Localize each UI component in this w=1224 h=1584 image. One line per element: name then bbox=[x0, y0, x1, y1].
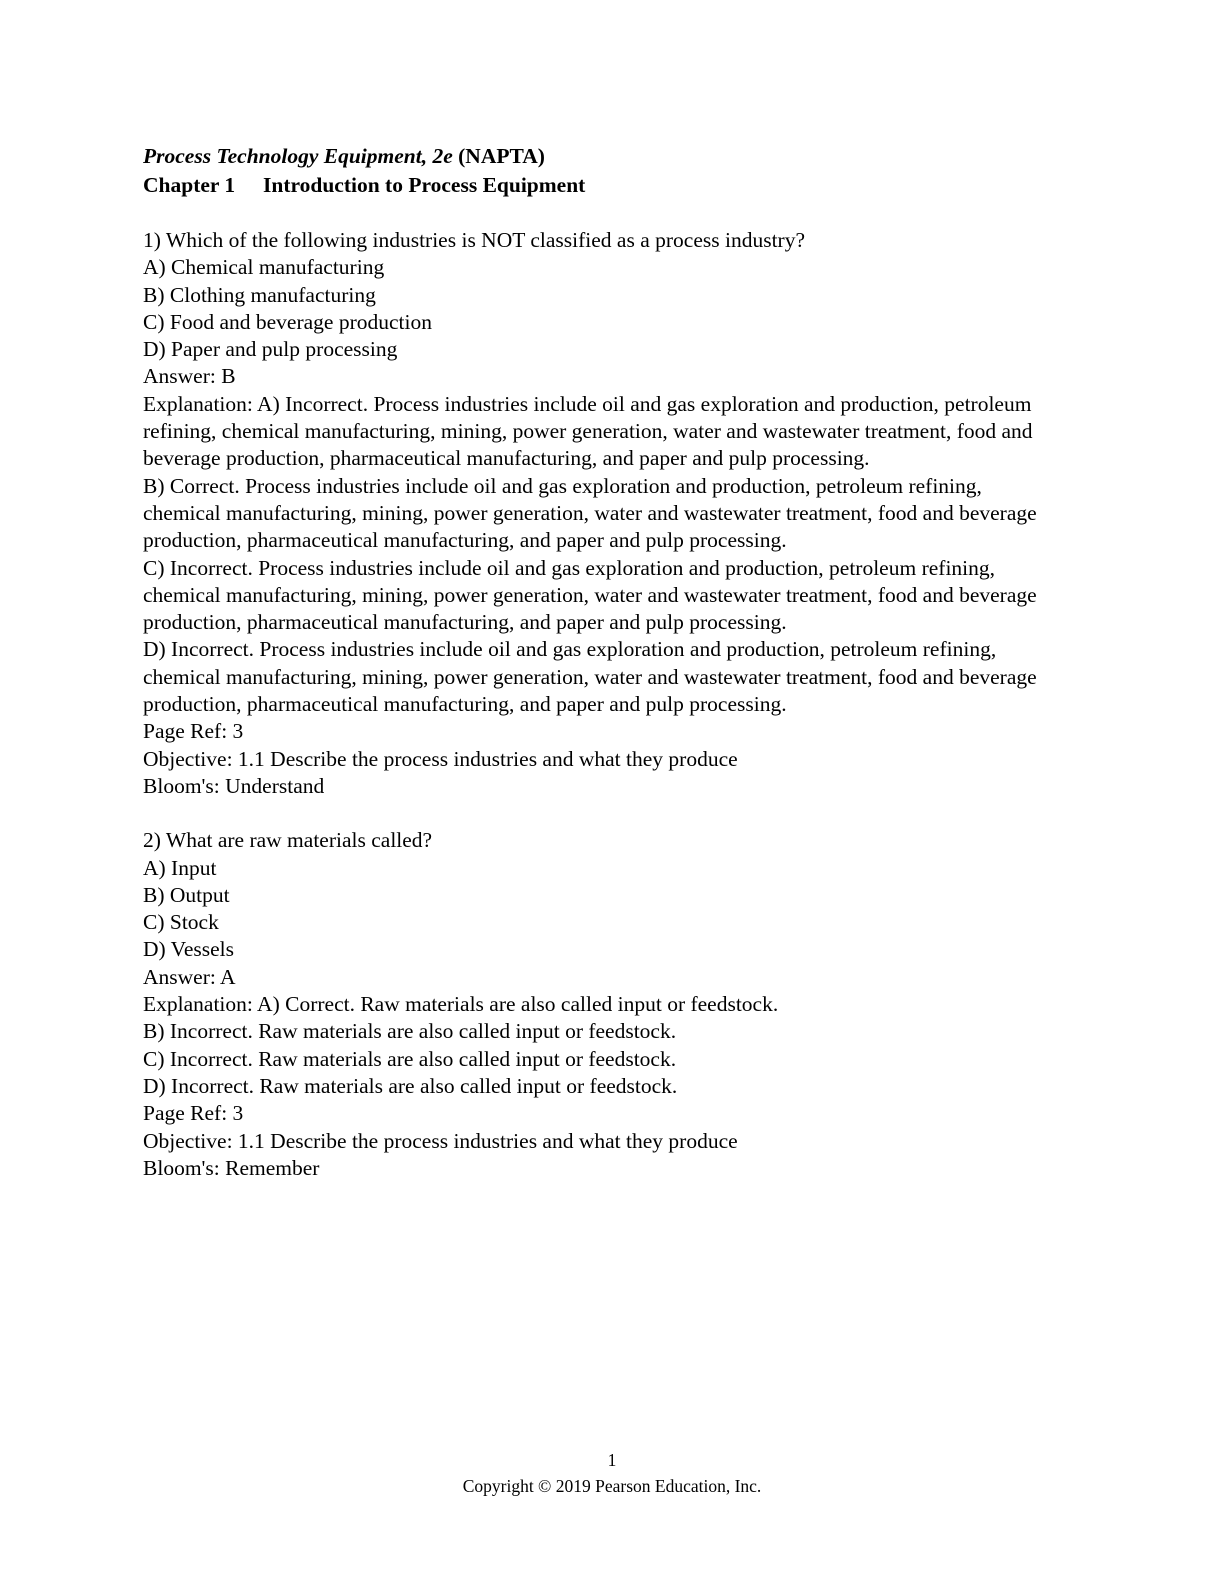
page-ref: Page Ref: 3 bbox=[143, 1101, 244, 1126]
explanation-d: D) Incorrect. Raw materials are also called input or feedstock. bbox=[143, 1073, 678, 1098]
answer: Answer: A bbox=[143, 964, 236, 989]
option-d: D) Paper and pulp processing bbox=[143, 337, 398, 362]
option-c: C) Food and beverage production bbox=[143, 309, 432, 334]
question-text: 1) Which of the following industries is NOT classified as a process industry? bbox=[143, 228, 805, 252]
answer: Answer: B bbox=[143, 364, 236, 389]
explanation-b: B) Correct. Process industries include oil and gas exploration and production, petroleum refining, chemical manufacturing, mining, power generation, water and wastewater treatment, food and beverage production, pharmaceutical manufacturing, and paper and pulp processing. bbox=[143, 473, 1037, 553]
book-org: (NAPTA) bbox=[458, 144, 545, 168]
option-b: B) Output bbox=[143, 882, 230, 907]
page-number: 1 bbox=[607, 1450, 617, 1470]
chapter-title: Introduction to Process Equipment bbox=[263, 173, 586, 197]
chapter-heading bbox=[143, 171, 1063, 200]
option-c: C) Stock bbox=[143, 910, 219, 935]
question-block-1 bbox=[143, 227, 1063, 800]
question-text: 2) What are raw materials called? bbox=[143, 828, 433, 853]
copyright-notice: Copyright © 2019 Pearson Education, Inc. bbox=[462, 1476, 762, 1496]
option-a: A) Chemical manufacturing bbox=[143, 255, 385, 280]
option-d: D) Vessels bbox=[143, 937, 234, 962]
option-a: A) Input bbox=[143, 855, 217, 880]
explanation-c: C) Incorrect. Process industries include oil and gas exploration and production, petroleum refining, chemical manufacturing, mining, power generation, water and wastewater treatment, food and beverage production, pharmaceutical manufacturing, and paper and pulp processing. bbox=[143, 555, 1037, 635]
explanation-d: D) Incorrect. Process industries include oil and gas exploration and production, petroleum refining, chemical manufacturing, mining, power generation, water and wastewater treatment, food and beverage production, pharmaceutical manufacturing, and paper and pulp processing. bbox=[143, 637, 1037, 717]
blooms-level: Bloom's: Remember bbox=[143, 1155, 320, 1180]
option-b: B) Clothing manufacturing bbox=[143, 282, 376, 307]
question-block-2 bbox=[143, 827, 1063, 1182]
objective: Objective: 1.1 Describe the process industries and what they produce bbox=[143, 1128, 738, 1153]
explanation-a: Explanation: A) Correct. Raw materials are also called input or feedstock. bbox=[143, 992, 779, 1017]
explanation-c: C) Incorrect. Raw materials are also called input or feedstock. bbox=[143, 1046, 677, 1071]
page-ref: Page Ref: 3 bbox=[143, 719, 244, 744]
document-body bbox=[143, 142, 1063, 1182]
explanation-a: Explanation: A) Incorrect. Process industries include oil and gas exploration and production, petroleum refining, chemical manufacturing, mining, power generation, water and wastewater treatment, food and beverage production, pharmaceutical manufacturing, and paper and pulp processing. bbox=[143, 391, 1033, 471]
book-title-line bbox=[143, 142, 1063, 171]
book-title: Process Technology Equipment, 2e bbox=[143, 144, 453, 168]
chapter-label: Chapter 1 bbox=[143, 173, 236, 197]
objective: Objective: 1.1 Describe the process industries and what they produce bbox=[143, 746, 738, 771]
blooms-level: Bloom's: Understand bbox=[143, 773, 325, 798]
explanation-b: B) Incorrect. Raw materials are also called input or feedstock. bbox=[143, 1019, 677, 1044]
